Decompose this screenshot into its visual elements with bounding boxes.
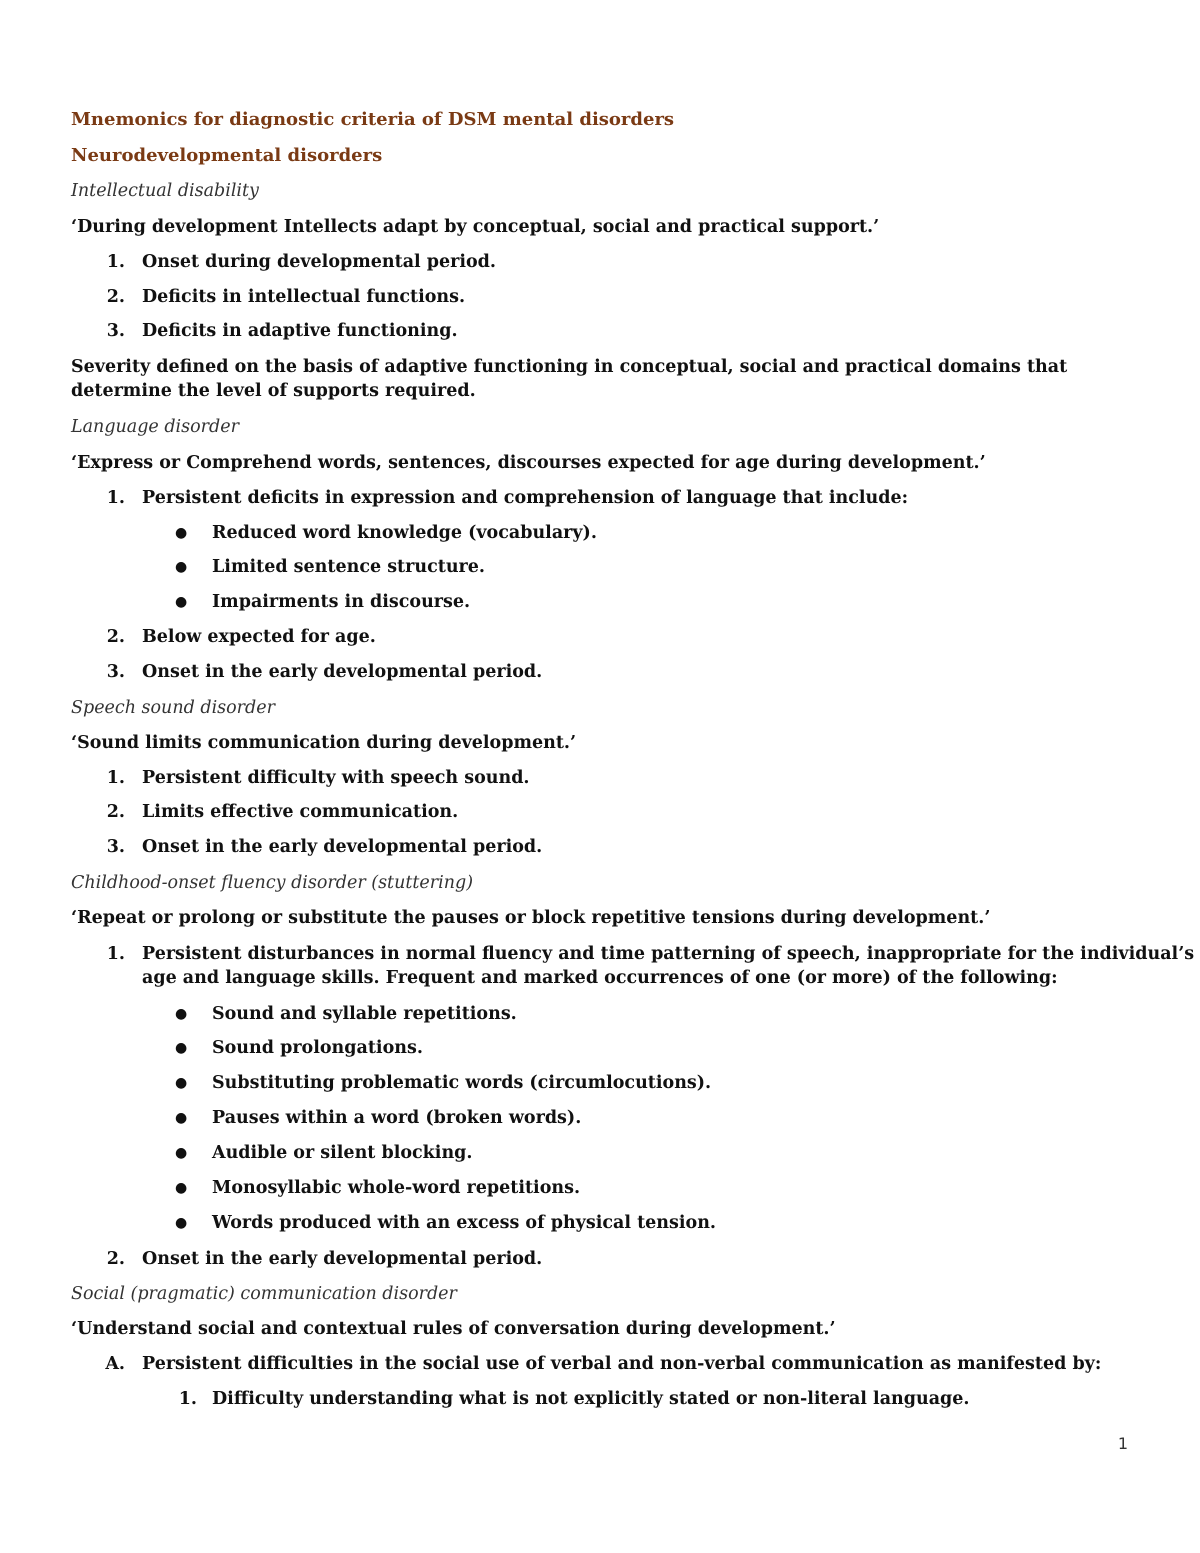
list-number: 2. [106, 802, 125, 822]
list-item: Deficits in adaptive functioning. [142, 321, 458, 341]
bullet-icon: ● [175, 559, 188, 575]
list-item: Persistent difficulties in the social use of verbal and non-verbal communication as manifested by: [142, 1354, 1102, 1374]
severity-paragraph: Severity defined on the basis of adaptive functioning in conceptual, social and practical domains that determine the level of supports required. [71, 357, 1068, 401]
bullet-icon: ● [175, 1145, 188, 1161]
list-number: 1. [178, 1389, 197, 1409]
list-item: Onset in the early developmental period. [142, 837, 543, 857]
list-number: 1. [106, 252, 125, 272]
bullet-item: Limited sentence structure. [212, 557, 485, 577]
disorder-heading-language: Language disorder [71, 417, 239, 437]
list-letter: A. [105, 1354, 125, 1374]
bullet-icon: ● [175, 594, 188, 610]
bullet-item: Impairments in discourse. [212, 592, 471, 612]
sub-list-item: Difficulty understanding what is not explicitly stated or non-literal language. [212, 1389, 970, 1409]
bullet-icon: ● [175, 1180, 188, 1196]
disorder-heading-speech: Speech sound disorder [71, 698, 275, 718]
mnemonic-intellectual: ‘During development Intellects adapt by conceptual, social and practical support.’ [71, 217, 880, 237]
list-item: Below expected for age. [142, 627, 376, 647]
bullet-icon: ● [175, 1006, 188, 1022]
document-title: Mnemonics for diagnostic criteria of DSM mental disorders [71, 109, 675, 130]
list-number: 3. [106, 321, 125, 341]
list-number: 3. [106, 662, 125, 682]
page-number: 1 [1117, 1434, 1128, 1453]
bullet-icon: ● [175, 525, 188, 541]
list-item: Onset in the early developmental period. [142, 662, 543, 682]
list-number: 3. [106, 837, 125, 857]
list-number: 1. [106, 944, 125, 964]
bullet-item: Audible or silent blocking. [212, 1143, 473, 1163]
list-number: 2. [106, 287, 125, 307]
bullet-item: Pauses within a word (broken words). [212, 1108, 582, 1128]
list-item: Onset during developmental period. [142, 252, 497, 272]
bullet-icon: ● [175, 1215, 188, 1231]
bullet-icon: ● [175, 1075, 188, 1091]
section-heading: Neurodevelopmental disorders [71, 145, 383, 166]
bullet-icon: ● [175, 1040, 188, 1056]
list-item: Persistent disturbances in normal fluency and time patterning of speech, inappropriate for the individual’s [142, 944, 1195, 964]
list-item: Persistent difficulty with speech sound. [142, 768, 530, 788]
disorder-heading-social: Social (pragmatic) communication disorder [71, 1284, 457, 1304]
disorder-heading-intellectual: Intellectual disability [71, 181, 259, 201]
list-number: 1. [106, 488, 125, 508]
list-item: Persistent deficits in expression and comprehension of language that include: [142, 488, 909, 508]
list-number: 2. [106, 627, 125, 647]
bullet-item: Reduced word knowledge (vocabulary). [212, 523, 597, 543]
mnemonic-speech: ‘Sound limits communication during development.’ [71, 733, 577, 753]
list-number: 1. [106, 768, 125, 788]
list-item: Onset in the early developmental period. [142, 1249, 543, 1269]
bullet-item: Sound prolongations. [212, 1038, 423, 1058]
bullet-item: Monosyllabic whole-word repetitions. [212, 1178, 581, 1198]
bullet-item: Sound and syllable repetitions. [212, 1004, 517, 1024]
list-item-continued: age and language skills. Frequent and marked occurrences of one (or more) of the following: [142, 968, 1058, 988]
mnemonic-language: ‘Express or Comprehend words, sentences, discourses expected for age during development.’ [71, 453, 986, 473]
mnemonic-fluency: ‘Repeat or prolong or substitute the pauses or block repetitive tensions during development.’ [71, 908, 991, 928]
list-item: Deficits in intellectual functions. [142, 287, 466, 307]
list-item: Limits effective communication. [142, 802, 459, 822]
disorder-heading-fluency: Childhood-onset fluency disorder (stuttering) [71, 873, 474, 893]
list-number: 2. [106, 1249, 125, 1269]
bullet-item: Substituting problematic words (circumlocutions). [212, 1073, 712, 1093]
bullet-item: Words produced with an excess of physical tension. [212, 1213, 717, 1233]
bullet-icon: ● [175, 1110, 188, 1126]
mnemonic-social: ‘Understand social and contextual rules of conversation during development.’ [71, 1319, 836, 1339]
